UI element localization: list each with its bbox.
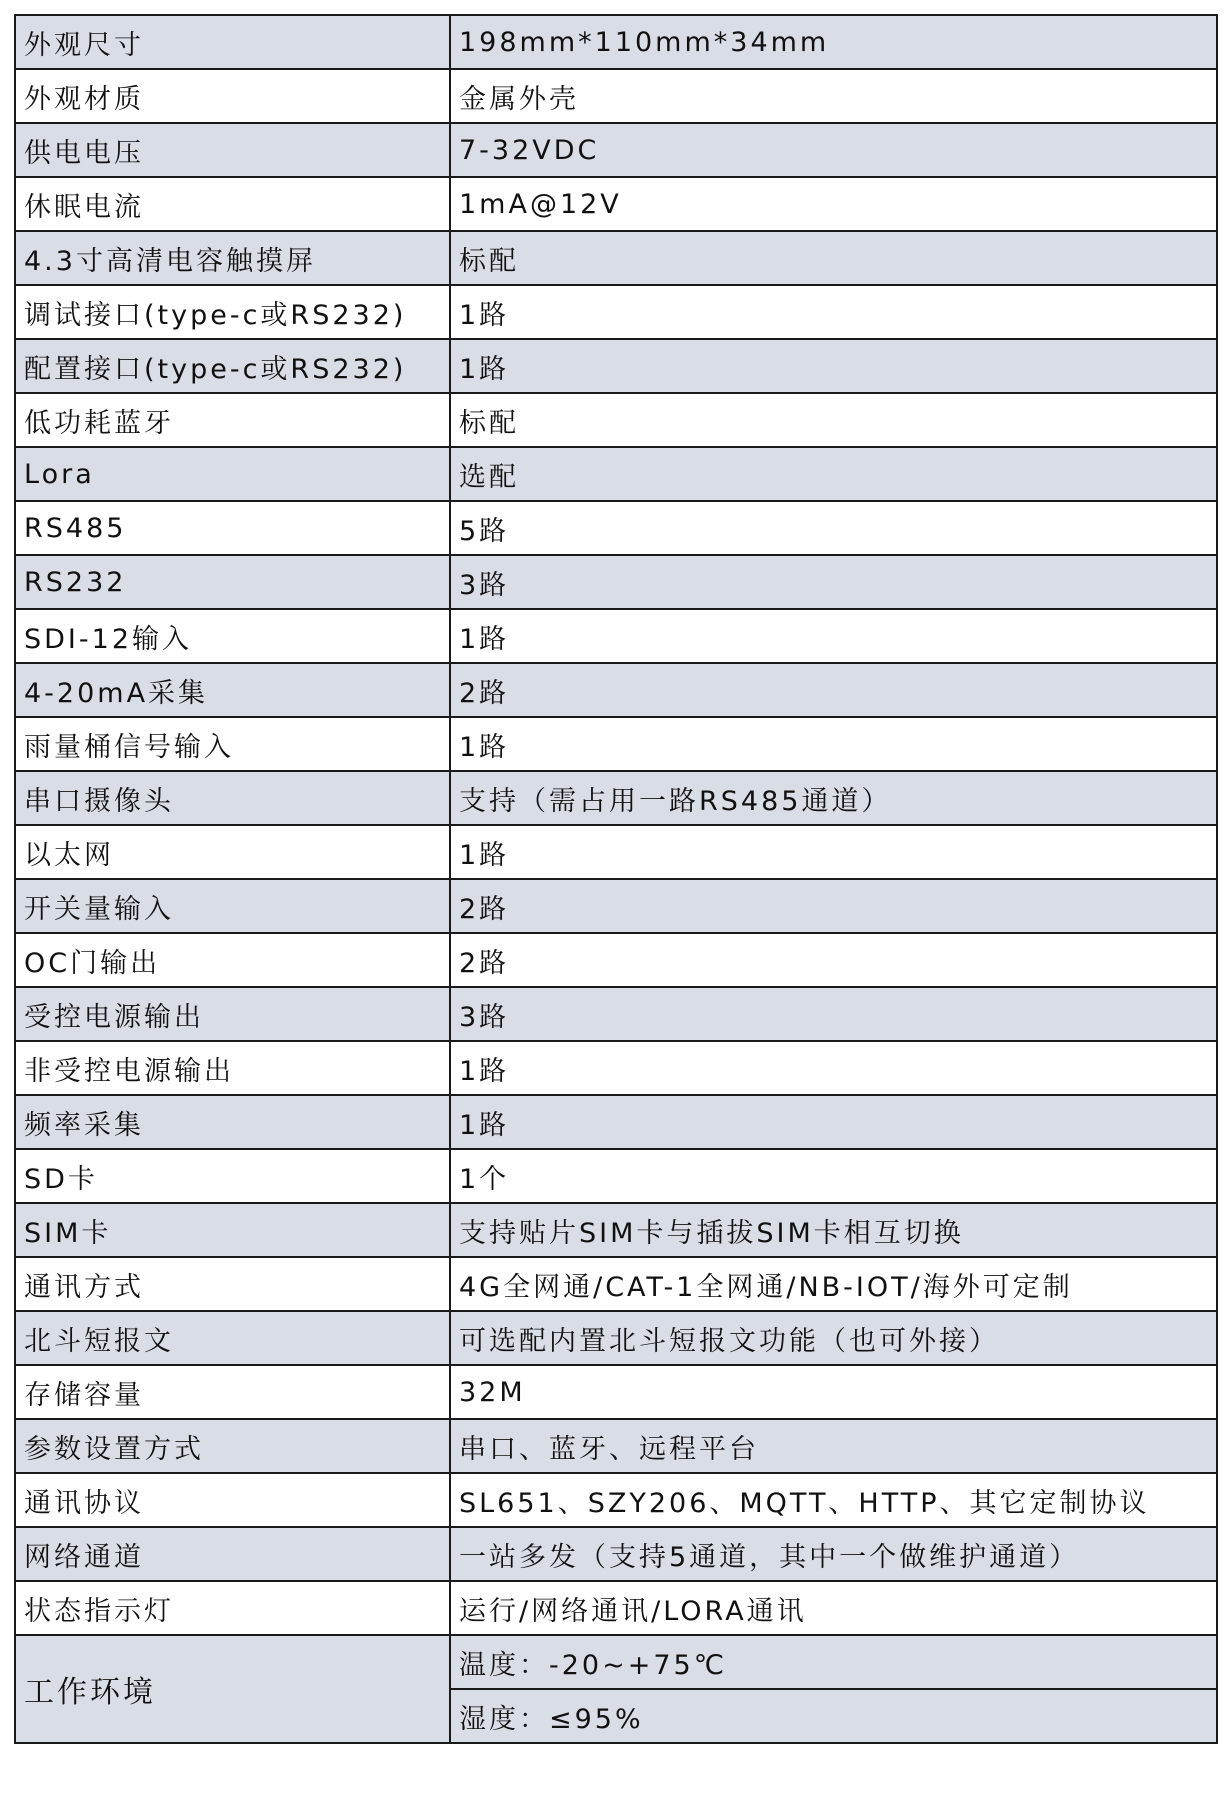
table-row [15, 1203, 1217, 1257]
spec-label: 参数设置方式 [15, 1419, 450, 1473]
spec-value: 2路 [450, 933, 1217, 987]
spec-label: 4.3寸高清电容触摸屏 [15, 231, 450, 285]
spec-label: Lora [15, 447, 450, 501]
table-row [15, 501, 1217, 555]
table-row [15, 15, 1217, 69]
table-row [15, 1311, 1217, 1365]
spec-value: 一站多发（支持5通道，其中一个做维护通道） [450, 1527, 1217, 1581]
spec-value: 1路 [450, 1041, 1217, 1095]
table-row [15, 1041, 1217, 1095]
spec-label: RS485 [15, 501, 450, 555]
spec-value: 金属外壳 [450, 69, 1217, 123]
spec-value: 标配 [450, 231, 1217, 285]
table-row [15, 123, 1217, 177]
spec-label: 通讯协议 [15, 1473, 450, 1527]
spec-label: 调试接口(type-c或RS232) [15, 285, 450, 339]
spec-value: 选配 [450, 447, 1217, 501]
table-row [15, 1257, 1217, 1311]
spec-value: 1路 [450, 609, 1217, 663]
spec-label: 频率采集 [15, 1095, 450, 1149]
spec-value: 支持贴片SIM卡与插拔SIM卡相互切换 [450, 1203, 1217, 1257]
spec-label: 4-20mA采集 [15, 663, 450, 717]
spec-label: 低功耗蓝牙 [15, 393, 450, 447]
spec-value: 4G全网通/CAT-1全网通/NB-IOT/海外可定制 [450, 1257, 1217, 1311]
spec-value: 1路 [450, 285, 1217, 339]
table-row [15, 285, 1217, 339]
spec-label: 配置接口(type-c或RS232) [15, 339, 450, 393]
spec-value: 2路 [450, 879, 1217, 933]
table-row [15, 1095, 1217, 1149]
spec-value: 支持（需占用一路RS485通道） [450, 771, 1217, 825]
spec-value: 198mm*110mm*34mm [450, 15, 1217, 69]
spec-value: 1路 [450, 1095, 1217, 1149]
table-row [15, 231, 1217, 285]
spec-value: 32M [450, 1365, 1217, 1419]
spec-label: 串口摄像头 [15, 771, 450, 825]
spec-label: 休眠电流 [15, 177, 450, 231]
spec-label: 雨量桶信号输入 [15, 717, 450, 771]
table-row [15, 717, 1217, 771]
spec-value: 标配 [450, 393, 1217, 447]
spec-label: SDI-12输入 [15, 609, 450, 663]
table-row [15, 1149, 1217, 1203]
table-row [15, 447, 1217, 501]
table-row [15, 1581, 1217, 1635]
spec-value: 串口、蓝牙、远程平台 [450, 1419, 1217, 1473]
spec-label: SD卡 [15, 1149, 450, 1203]
spec-value: 1路 [450, 717, 1217, 771]
spec-value: 运行/网络通讯/LORA通讯 [450, 1581, 1217, 1635]
spec-label: 状态指示灯 [15, 1581, 450, 1635]
spec-value: 可选配内置北斗短报文功能（也可外接） [450, 1311, 1217, 1365]
table-row [15, 1527, 1217, 1581]
spec-value: SL651、SZY206、MQTT、HTTP、其它定制协议 [450, 1473, 1217, 1527]
spec-value: 1路 [450, 825, 1217, 879]
table-row [15, 879, 1217, 933]
spec-label: 受控电源输出 [15, 987, 450, 1041]
table-row [15, 1365, 1217, 1419]
spec-value: 5路 [450, 501, 1217, 555]
spec-label: 供电电压 [15, 123, 450, 177]
spec-label: 非受控电源输出 [15, 1041, 450, 1095]
spec-value: 7-32VDC [450, 123, 1217, 177]
spec-value: 1路 [450, 339, 1217, 393]
table-row [15, 69, 1217, 123]
spec-label: 北斗短报文 [15, 1311, 450, 1365]
table-row [15, 1473, 1217, 1527]
table-row [15, 555, 1217, 609]
spec-label: OC门输出 [15, 933, 450, 987]
environment-temperature: 温度：-20~+75℃ [450, 1635, 1217, 1689]
table-row [15, 393, 1217, 447]
spec-label: 外观材质 [15, 69, 450, 123]
spec-label: 开关量输入 [15, 879, 450, 933]
table-row [15, 825, 1217, 879]
spec-value: 1mA@12V [450, 177, 1217, 231]
spec-value: 3路 [450, 555, 1217, 609]
spec-table-body [15, 15, 1217, 1743]
spec-label: 以太网 [15, 825, 450, 879]
spec-label: 外观尺寸 [15, 15, 450, 69]
spec-value: 1个 [450, 1149, 1217, 1203]
table-row [15, 663, 1217, 717]
table-row [15, 771, 1217, 825]
spec-label: 存储容量 [15, 1365, 450, 1419]
environment-humidity: 湿度：≤95% [450, 1689, 1217, 1743]
table-row [15, 177, 1217, 231]
spec-value: 2路 [450, 663, 1217, 717]
table-row [15, 933, 1217, 987]
table-row [15, 609, 1217, 663]
table-row [15, 987, 1217, 1041]
spec-value: 3路 [450, 987, 1217, 1041]
spec-label: 网络通道 [15, 1527, 450, 1581]
spec-label: RS232 [15, 555, 450, 609]
table-row-environment [15, 1635, 1217, 1689]
spec-label: 通讯方式 [15, 1257, 450, 1311]
spec-table [14, 14, 1218, 1744]
spec-label: SIM卡 [15, 1203, 450, 1257]
environment-label: 工作环境 [15, 1635, 450, 1743]
table-row [15, 1419, 1217, 1473]
table-row [15, 339, 1217, 393]
